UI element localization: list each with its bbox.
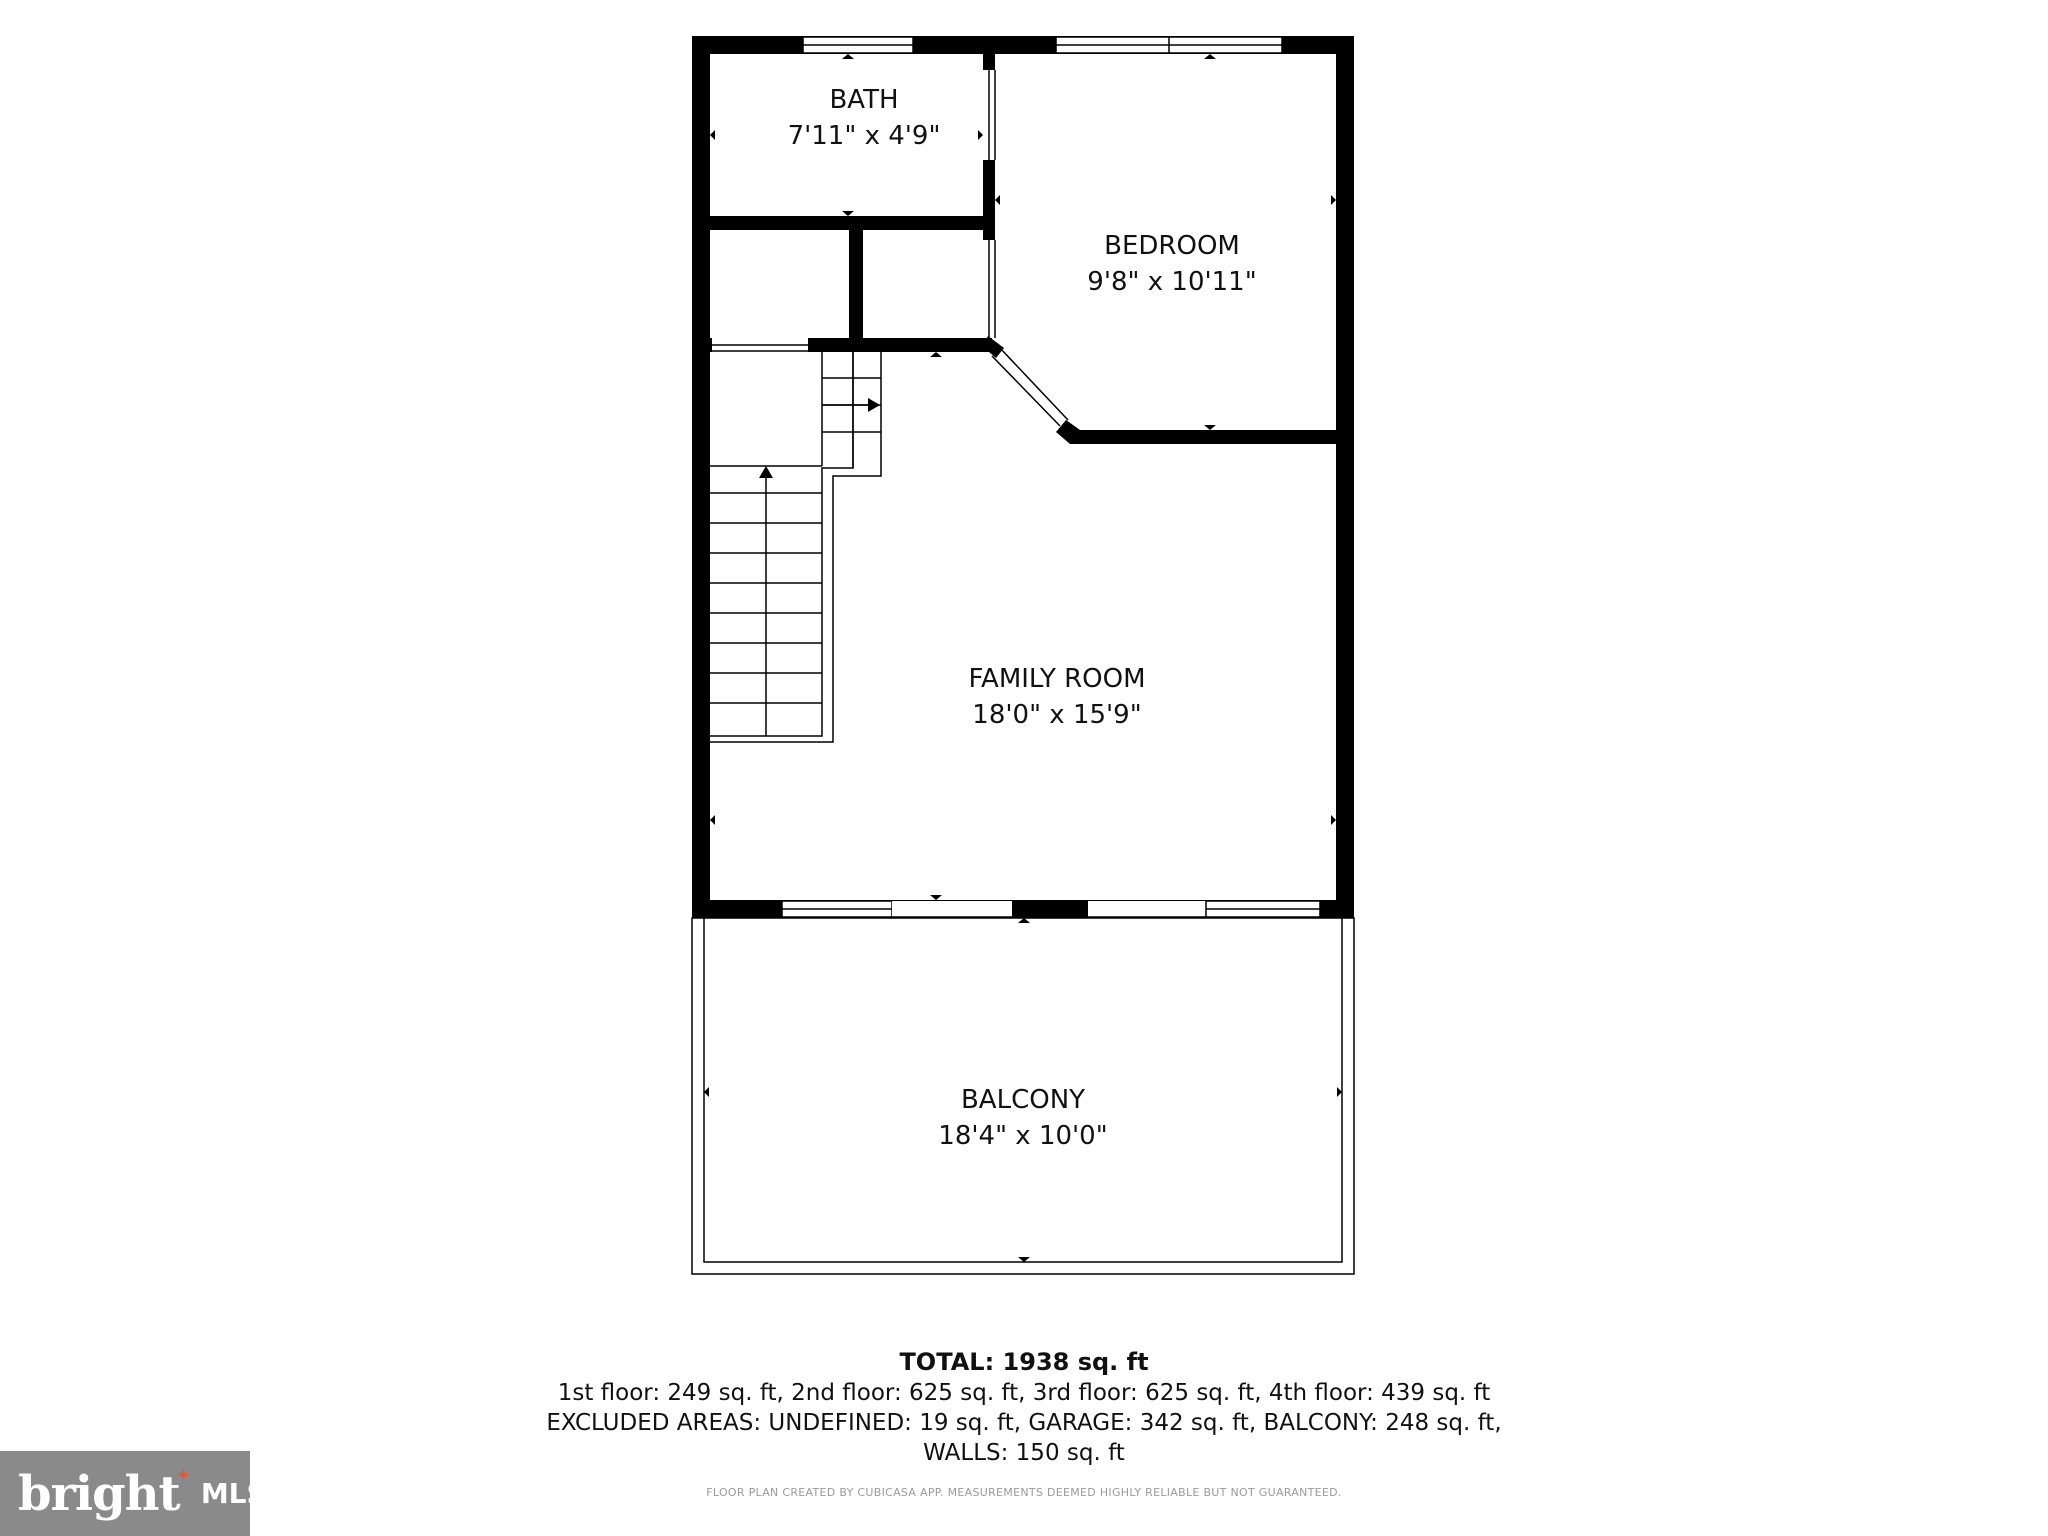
excluded-areas: EXCLUDED AREAS: UNDEFINED: 19 sq. ft, GARAGE: 342 sq. ft, BALCONY: 248 sq. ft, [546,1410,1502,1436]
balcony-dims: 18'4" x 10'0" [938,1121,1108,1151]
staircase [710,352,881,742]
logo-star-icon: ✦ [175,1465,191,1486]
disclaimer: FLOOR PLAN CREATED BY CUBICASA APP. MEASUREMENTS DEEMED HIGHLY RELIABLE BUT NOT GUARANTEED. [706,1486,1342,1499]
bedroom-name: BEDROOM [1104,231,1240,261]
bedroom-dims: 9'8" x 10'11" [1087,267,1257,297]
total-area-text: TOTAL: 1938 sq. ft [899,1348,1149,1376]
logo-brand: bright [18,1465,180,1522]
floor-areas: 1st floor: 249 sq. ft, 2nd floor: 625 sq. ft, 3rd floor: 625 sq. ft, 4th floor: 439 sq. ft [557,1380,1491,1406]
bottom-openings [782,900,1320,918]
bright-mls-logo [0,1451,267,1536]
walls-area: WALLS: 150 sq. ft [923,1440,1125,1466]
family-room-dims: 18'0" x 15'9" [972,700,1142,730]
dimension-markers [704,54,1342,1262]
bath-name: BATH [829,85,899,115]
total-area [0,1348,2048,1376]
family-room-name: FAMILY ROOM [968,664,1146,694]
logo-suffix: MLS [200,1477,267,1510]
bath-dims: 7'11" x 4'9" [787,121,941,151]
balcony-name: BALCONY [960,1085,1086,1115]
exterior-walls [692,36,1354,918]
